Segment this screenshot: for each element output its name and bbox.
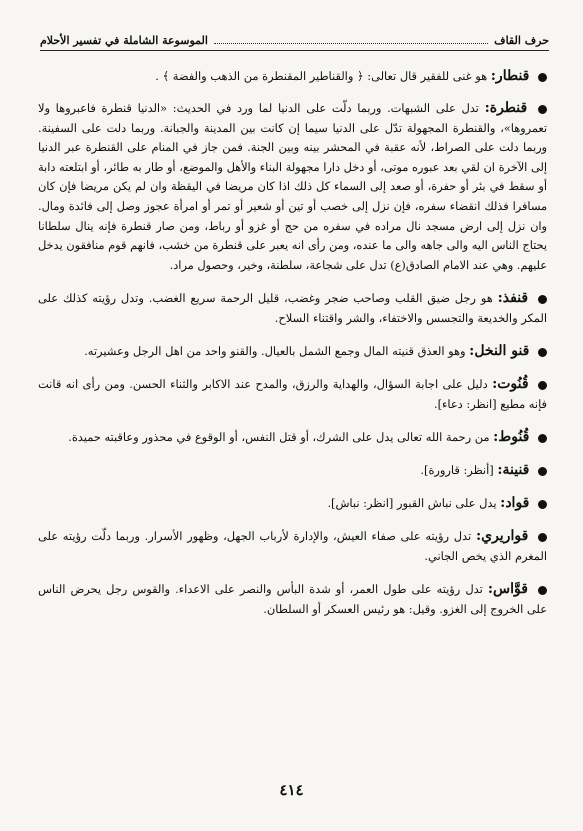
bullet-icon (538, 381, 547, 390)
entry-headword: قنفذ: (497, 290, 529, 307)
entry-headword: قنطار: (490, 68, 530, 84)
bullet-icon (538, 533, 547, 542)
bullet-icon (538, 73, 547, 82)
entry-headword: قنطرة: (484, 100, 528, 116)
bullet-icon (538, 434, 547, 443)
dictionary-entry (38, 526, 547, 566)
header-book-title: الموسوعة الشاملة في تفسير الأحلام (40, 34, 208, 47)
dictionary-entry (38, 288, 547, 328)
bullet-icon (538, 348, 547, 357)
entries-list (38, 66, 547, 632)
entry-definition: تدل على الشبهات. وربما دلّت على الدنيا لما ورد في الحديث: «الدنيا قنطرة فاعبروها ولا تعمروها»، والقنطرة المجهولة تدّل على الدنيا سيما إن كانت بين المدينة والجبانة. وربما دلت على السفينة. وربما دلت على الصراط، لأنه عقبة في المحشر بينه وبين الجنة. فمن جاز في المنام على القنطرة عبر الدنيا إلى الآخرة ان لقي بعد عبوره موتى، أو دخل دارا مجهولة البناء والأهل والموضع، أو طار به طائر، أو ابتلعته دابة أو سقط في بئر أو حفرة، أو صعد إلى السماء كل ذلك اذا كان مريضا في اليقظة وان لم يكن مريضا فإن كان مسافرا فذلك انقضاء سفره، فإن نزل إلى خصب أو تين أو شعير أو تمر أو امرأة عجوز وصل إلى فائدة ومال. وان نزل إلى ارض مسجد نال مراده في سفره من حج أو غزو أو رباط، ومن صار قنطرة فإنه ينال سلطانا يحتاج الناس اليه والى جاهه والى ما عنده، ومن رأى انه يعبر على قنطرة من خشب، فانهم قوم منافقون يدخل عليهم. وهي عند الامام الصادق(ع) تدل على شجاعة، سلطنة، وخير، وحصول مراد. (38, 102, 547, 272)
entry-definition: تدل رؤيته على طول العمر، أو شدة البأس والنصر على الاعداء. والقوس رجل يحرض الناس على الخروج إلى الغزو. وقيل: هو رئيس العسكر أو السلطان. (38, 582, 547, 617)
dictionary-entry (38, 427, 547, 447)
entry-definition: وهو العذق قنيته المال وجمع الشمل بالعيال. والقنو واحد من اهل الرجل وعشيرته. (84, 344, 466, 359)
page-number: ٤١٤ (279, 781, 304, 799)
entry-definition: تدل رؤيته على صفاء العيش، والإدارة لأرباب الجهل، وظهور الأسرار. وربما دلّت رؤيته على المغرم الذي يخص الجاني. (38, 529, 547, 564)
bullet-icon (538, 295, 547, 304)
dictionary-entry (38, 66, 547, 86)
dictionary-entry (38, 579, 547, 619)
page-header (40, 34, 549, 51)
bullet-icon (538, 586, 547, 595)
entry-headword: قُنُوت: (492, 376, 529, 393)
bullet-icon (538, 105, 547, 114)
entry-headword: قواريري: (475, 528, 529, 545)
entry-definition: دليل على اجابة السؤال، والهداية والرزق، والمدح عند الاكابر والثناء الحسن. ومن رأى انه قانت فإنه مطيع [انظر: دعاء]. (38, 377, 547, 412)
entry-definition: هو غنى للفقير قال تعالى: ﴿ والقناطير المقنطرة من الذهب والفضة ﴾ . (155, 69, 488, 83)
header-section-title: حرف القاف (494, 34, 549, 47)
dictionary-entry (38, 341, 547, 361)
bullet-icon (538, 500, 547, 509)
entry-definition: [أنظر: قارورة]. (420, 463, 494, 478)
entry-definition: هو رجل ضيق القلب وصاحب ضجر وغضب، قليل الرحمة سريع الغضب. وتدل رؤيته كذلك على المكر والخديعة والتجسس والاختفاء، والشر واقتناء السلاح. (38, 291, 547, 326)
entry-headword: قواد: (500, 495, 530, 512)
entry-definition: يدل على نباش القبور [انظر: نباش]. (327, 496, 497, 511)
dictionary-entry (38, 493, 547, 513)
entry-headword: قنو النخل: (469, 343, 530, 360)
dictionary-entry (38, 460, 547, 480)
entry-headword: قنينة: (497, 462, 530, 479)
header-dot-leader (214, 43, 488, 44)
entry-headword: قُنُوط: (493, 429, 530, 446)
bullet-icon (538, 467, 547, 476)
entry-definition: من رحمة الله تعالى يدل على الشرك، أو قتل النفس، أو الوقوع في محذور وعاقبته حميدة. (68, 430, 490, 445)
dictionary-entry (38, 374, 547, 414)
dictionary-entry (38, 99, 547, 275)
entry-headword: قوَّاس: (487, 581, 528, 598)
